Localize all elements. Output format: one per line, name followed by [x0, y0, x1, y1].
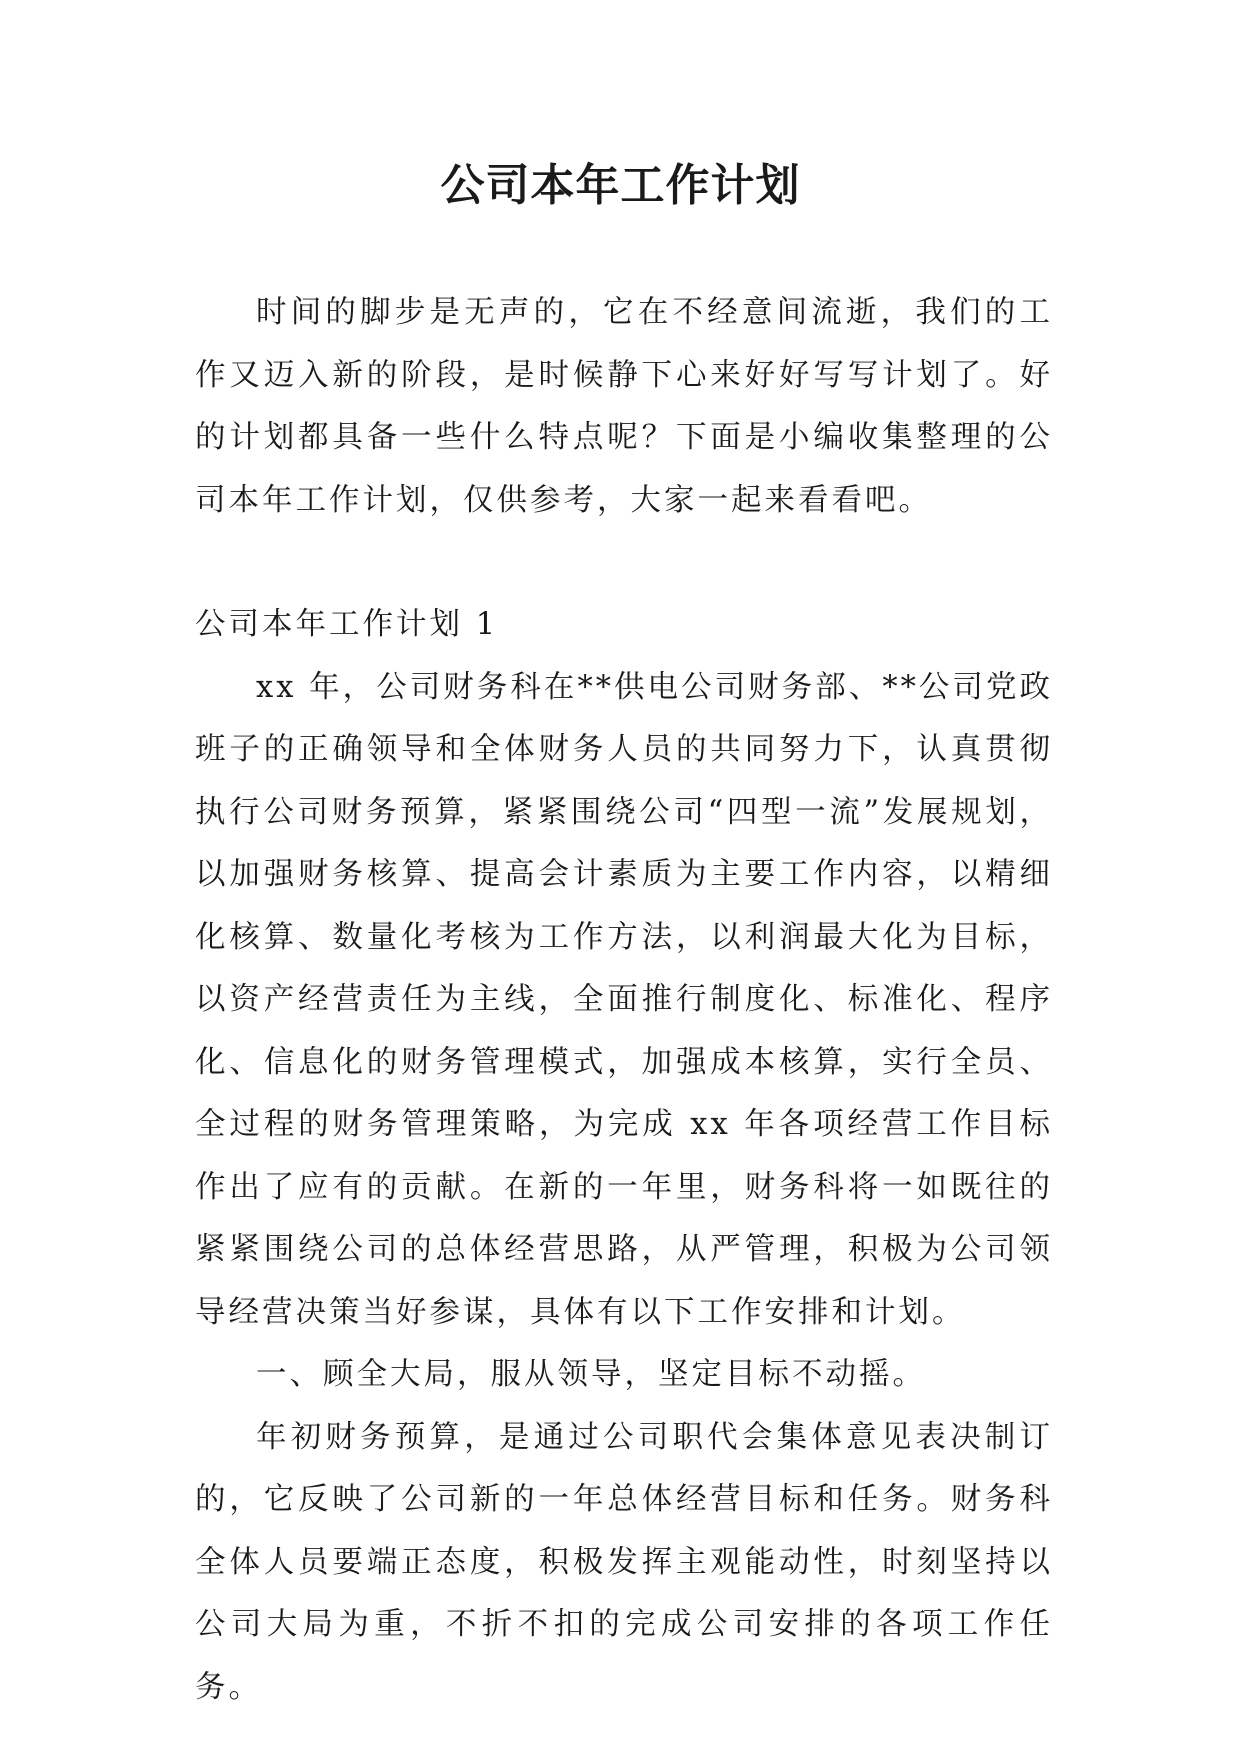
- intro-paragraph: 时间的脚步是无声的，它在不经意间流逝，我们的工作又迈入新的阶段，是时候静下心来好好写写计划了。好的计划都具备一些什么特点呢？下面是小编收集整理的公司本年工作计划，仅供参考，大家一起来看看吧。: [195, 295, 1053, 518]
- body-paragraph-3: 年初财务预算，是通过公司职代会集体意见表决制订的，它反映了公司新的一年总体经营目标和任务。财务科全体人员要端正态度，积极发挥主观能动性，时刻坚持以公司大局为重，不折不扣的完成公司安排的各项工作任务。: [195, 1419, 1053, 1705]
- paragraph-gap: [195, 532, 1053, 594]
- section-heading: 公司本年工作计划 1: [195, 607, 499, 642]
- body-paragraph-2: 一、顾全大局，服从领导，坚定目标不动摇。: [256, 1357, 926, 1392]
- body-paragraph-1: xx 年，公司财务科在**供电公司财务部、**公司党政班子的正确领导和全体财务人员的共同努力下，认真贯彻执行公司财务预算，紧紧围绕公司“四型一流”发展规划，以加强财务核算、提高会计素质为主要工作内容，以精细化核算、数量化考核为工作方法，以利润最大化为目标，以资产经营责任为主线，全面推行制度化、标准化、程序化、信息化的财务管理模式，加强成本核算，实行全员、全过程的财务管理策略，为完成 xx 年各项经营工作目标作出了应有的贡献。在新的一年里，财务科将一如既往的紧紧围绕公司的总体经营思路，从严管理，积极为公司领导经营决策当好参谋，具体有以下工作安排和计划。: [195, 669, 1053, 1330]
- document-title: 公司本年工作计划: [440, 160, 801, 211]
- document-body: [195, 282, 1053, 1719]
